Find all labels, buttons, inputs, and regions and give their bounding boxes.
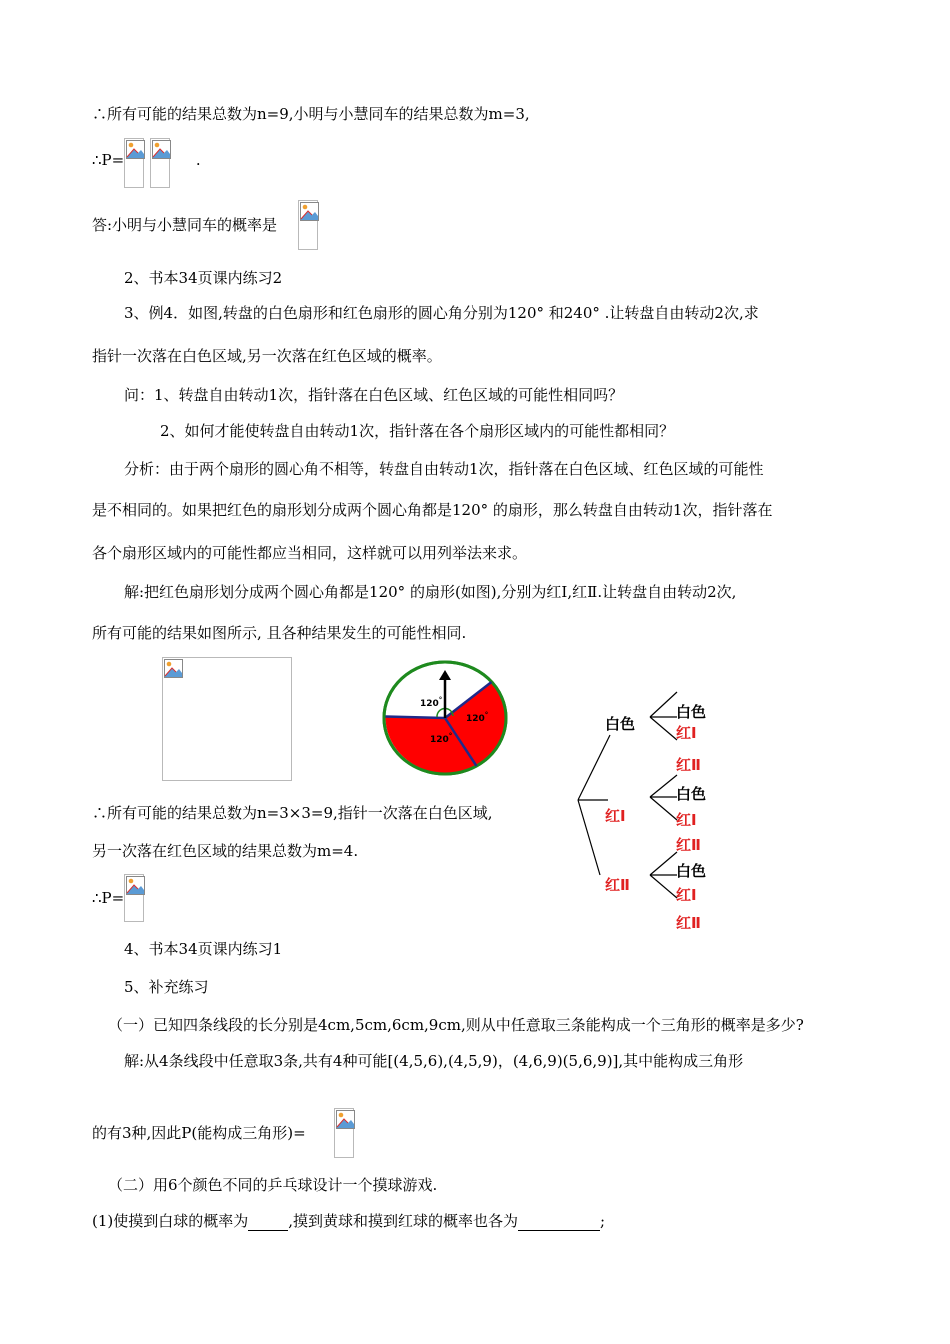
broken-image-icon [164, 659, 183, 678]
example-4-line-2: 指针一次落在白色区域,另一次落在红色区域的概率。 [92, 347, 442, 365]
question-1: 问：1、转盘自由转动1次，指针落在白色区域、红色区域的可能性相同吗？ [124, 386, 624, 404]
tree-leaf: 红Ⅰ [676, 886, 697, 904]
tree-root-red-1: 红Ⅰ [605, 807, 626, 825]
answer-blank[interactable] [248, 1214, 288, 1231]
broken-image-icon [336, 1110, 355, 1129]
spinner-diagram [380, 658, 510, 778]
tree-leaf: 红Ⅱ [676, 914, 701, 932]
period: . [195, 151, 201, 169]
broken-image-icon [126, 140, 145, 159]
tree-diagram [570, 680, 720, 940]
broken-image-icon [152, 140, 171, 159]
question-2: 2、如何才能使转盘自由转动1次，指针落在各个扇形区域内的可能性都相同？ [160, 422, 675, 440]
solution-line-1: 解:把红色扇形划分成两个圆心角都是120° 的扇形(如图),分别为红Ⅰ,红Ⅱ.让转盘自由转动2次, [124, 583, 737, 601]
broken-image-icon [300, 202, 319, 221]
tree-root-white: 白色 [605, 715, 636, 733]
answer-prefix: 答:小明与小慧同车的概率是 [92, 216, 278, 234]
divider-line [386, 717, 446, 719]
svg-text:120°: 120° [466, 711, 489, 724]
tree-leaf: 白色 [676, 785, 707, 803]
svg-text:120°: 120° [420, 696, 443, 709]
analysis-line-2: 是不相同的。如果把红色的扇形划分成两个圆心角都是120° 的扇形，那么转盘自由转动1次，指针落在 [92, 501, 773, 519]
formula-image [334, 1108, 354, 1158]
exercise-1: 4、书本34页课内练习1 [124, 940, 283, 958]
tree-leaf: 红Ⅰ [676, 811, 697, 829]
p-prefix: ∴P= [92, 889, 125, 907]
problem-2-part-1: (1)使摸到白球的概率为 ,摸到黄球和摸到红球的概率也各为 ; [92, 1212, 606, 1230]
figure-image [162, 657, 292, 781]
solution-line-2: 所有可能的结果如图所示, 且各种结果发生的可能性相同. [92, 624, 467, 642]
supplementary-heading: 5、补充练习 [124, 978, 209, 996]
triangle-probability-line: 的有3种,因此P(能构成三角形)= [92, 1124, 306, 1142]
analysis-line-1: 分析：由于两个扇形的圆心角不相等，转盘自由转动1次，指针落在白色区域、红色区域的可能性 [124, 460, 764, 478]
tree-leaf: 红Ⅰ [676, 724, 697, 742]
probability-line-2 [92, 888, 124, 908]
tree-leaf: 白色 [676, 862, 707, 880]
tree-leaf: 红Ⅱ [676, 756, 701, 774]
tree-leaf: 红Ⅱ [676, 836, 701, 854]
angle-label-top: 120 [420, 699, 439, 709]
svg-text:120°: 120° [430, 732, 453, 745]
result-count-line-2: ∴所有可能的结果总数为n=3×3=9,指针一次落在白色区域, [92, 804, 493, 822]
broken-image-icon [126, 876, 145, 895]
probability-line-1 [92, 150, 201, 170]
favorable-count-line: 另一次落在红色区域的结果总数为m=4. [92, 842, 359, 860]
formula-image [124, 874, 144, 922]
answer-blank[interactable] [518, 1214, 600, 1231]
tree-root-red-2: 红Ⅱ [605, 876, 630, 894]
formula-image [124, 138, 144, 188]
example-4-line-1: 3、例4．如图,转盘的白色扇形和红色扇形的圆心角分别为120° 和240° .让转盘自由转动2次,求 [124, 304, 759, 322]
angle-label-right: 120 [466, 714, 485, 724]
result-count-line-1: ∴所有可能的结果总数为n=9,小明与小慧同车的结果总数为m=3, [92, 105, 530, 123]
p-prefix: ∴P= [92, 151, 125, 169]
answer-line [92, 215, 311, 235]
formula-image [298, 200, 318, 250]
problem-1-solution: 解:从4条线段中任意取3条,共有4种可能[(4,5,6),(4,5,9)，(4,6,9)(5,6,9)],其中能构成三角形 [124, 1052, 744, 1070]
exercise-2: 2、书本34页课内练习2 [124, 269, 283, 287]
angle-label-bottom: 120 [430, 735, 449, 745]
analysis-line-3: 各个扇形区域内的可能性都应当相同，这样就可以用列举法来求。 [92, 544, 528, 562]
tree-leaf: 白色 [676, 703, 707, 721]
formula-image [150, 138, 170, 188]
problem-2: （二）用6个颜色不同的乒乓球设计一个摸球游戏. [108, 1176, 438, 1194]
problem-1: （一）已知四条线段的长分别是4cm,5cm,6cm,9cm,则从中任意取三条能构成一个三角形的概率是多少? [108, 1016, 804, 1034]
